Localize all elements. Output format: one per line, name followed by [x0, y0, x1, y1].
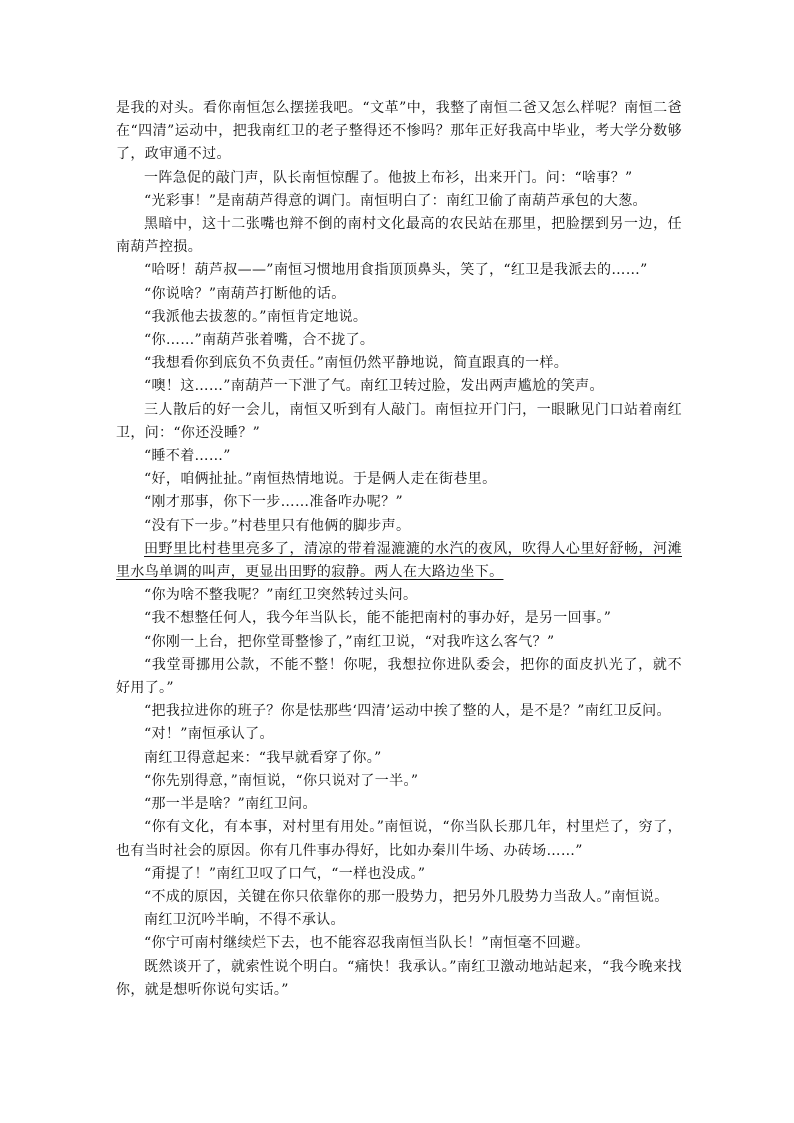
paragraph: 是我的对头。看你南恒怎么摆搓我吧。“文革”中，我整了南恒二爸又怎么样呢？南恒二爸在“四清”运动中，把我南红卫的老子整得还不惨吗？那年正好我高中毕业，考大学分数够了，政审通不过。	[116, 100, 682, 163]
paragraph: 一阵急促的敲门声，队长南恒惊醒了。他披上布衫，出来开门。问：“啥事？”	[144, 169, 633, 186]
paragraph: “噢！这……”南葫芦一下泄了气。南红卫转过脸，发出两声尴尬的笑声。	[144, 378, 604, 395]
paragraph: “刚才那事，你下一步……准备咋办呢？”	[144, 494, 403, 511]
paragraph: “好，咱俩扯扯。”南恒热情地说。于是俩人走在街巷里。	[144, 471, 497, 488]
paragraph: “你为啥不整我呢？”南红卫突然转过头问。	[144, 587, 418, 604]
paragraph: “哈呀！葫芦叔——”南恒习惯地用食指顶顶鼻头，笑了，“红卫是我派去的……”	[144, 262, 648, 279]
paragraph: “你刚一上台，把你堂哥整惨了，”南红卫说，“对我咋这么客气？”	[144, 633, 555, 650]
paragraph: “我不想整任何人，我今年当队长，能不能把南村的事办好，是另一回事。”	[144, 610, 612, 627]
paragraph: “把我拉进你的班子？你是怯那些‘四清’运动中挨了整的人，是不是？”南红卫反问。	[144, 703, 671, 720]
paragraph: 黑暗中，这十二张嘴也辩不倒的南村文化最高的农民站在那里，把脸摆到另一边，任南葫芦控损。	[116, 216, 682, 256]
paragraph: “不成的原因，关键在你只依靠你的那一股势力，把另外几股势力当敌人。”南恒说。	[144, 888, 669, 905]
paragraph: 三人散后的好一会儿，南恒又听到有人敲门。南恒拉开门闩，一眼瞅见门口站着南红卫，问：“你还没睡？”	[116, 401, 682, 441]
paragraph: “你先别得意，”南恒说，“你只说对了一半。”	[144, 772, 419, 789]
underlined-paragraph: 田野里比村巷里亮多了，清凉的带着湿漉漉的水汽的夜风，吹得人心里好舒畅，河滩里水鸟单调的叫声，更显出田野的寂静。两人在大路边坐下。	[116, 540, 682, 581]
paragraph: “甭提了！”南红卫叹了口气，“一样也没成。”	[144, 865, 426, 882]
paragraph: “你有文化，有本事，对村里有用处。”南恒说，“你当队长那几年，村里烂了，穷了，也有当时社会的原因。你有几件事办得好，比如办秦川牛场、办砖场……”	[116, 819, 682, 859]
paragraph: “对！”南恒承认了。	[144, 726, 274, 743]
paragraph: “没有下一步。”村巷里只有他俩的脚步声。	[144, 517, 411, 534]
paragraph: 南红卫沉吟半晌，不得不承认。	[144, 912, 345, 929]
paragraph: 南红卫得意起来：“我早就看穿了你。”	[144, 749, 382, 766]
paragraph: “我想看你到底负不负责任。”南恒仍然平静地说，简直跟真的一样。	[144, 355, 569, 372]
paragraph: 既然谈开了，就索性说个明白。“痛快！我承认。”南红卫激动地站起来，“我今晚来找你，就是想听你说句实话。”	[116, 958, 682, 998]
paragraph: “睡不着……”	[144, 448, 231, 465]
paragraph: “你说啥？”南葫芦打断他的话。	[144, 285, 346, 302]
paragraph: “你……”南葫芦张着嘴，合不拢了。	[144, 332, 375, 349]
paragraph: “光彩事！”是南葫芦得意的调门。南恒明白了：南红卫偷了南葫芦承包的大葱。	[144, 192, 647, 209]
document-page	[116, 97, 682, 1002]
paragraph: “我派他去拔葱的。”南恒肯定地说。	[144, 308, 368, 325]
paragraph: “那一半是啥？”南红卫问。	[144, 796, 317, 813]
paragraph: “你宁可南村继续烂下去，也不能容忍我南恒当队长！”南恒毫不回避。	[144, 935, 590, 952]
paragraph: “我堂哥挪用公款，不能不整！你呢，我想拉你进队委会，把你的面皮扒光了，就不好用了。”	[116, 656, 682, 697]
